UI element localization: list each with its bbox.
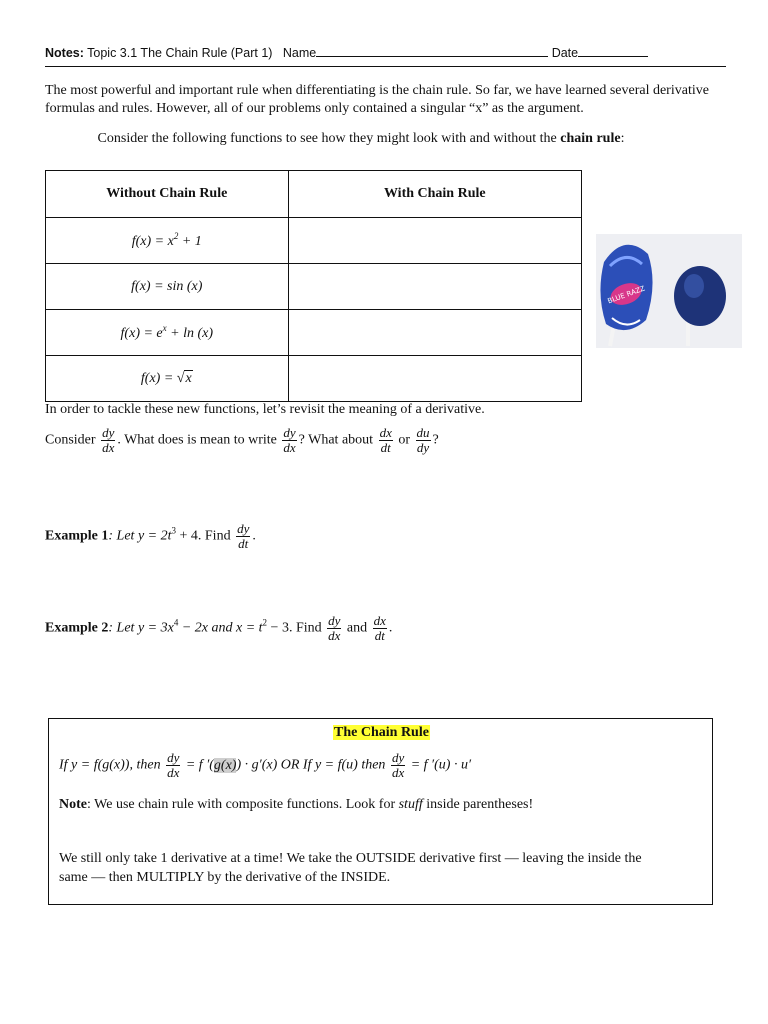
fraction-denominator: dy bbox=[416, 440, 430, 455]
highlighted-inner-function: g(x) bbox=[213, 757, 237, 773]
example-1 bbox=[45, 522, 256, 551]
formula-part-c: ) · g′(x) OR If y = f(u) then bbox=[236, 757, 386, 773]
fraction-dy-dx bbox=[101, 426, 115, 455]
fraction-denominator: dx bbox=[167, 765, 180, 780]
consider-word: Consider bbox=[45, 432, 96, 448]
fraction-dy-dx bbox=[282, 426, 296, 455]
function-lhs: f(x) = bbox=[140, 370, 177, 386]
fraction-numerator: dy bbox=[102, 425, 115, 440]
table-header-row bbox=[46, 171, 582, 218]
function-rhs: + ln (x) bbox=[166, 326, 214, 341]
header-divider bbox=[45, 66, 726, 67]
fraction-dx-dt bbox=[379, 426, 393, 455]
fraction-numerator: dx bbox=[379, 425, 392, 440]
function-cell: f(x) = √x bbox=[46, 356, 289, 402]
chain-rule-title-text: The Chain Rule bbox=[334, 725, 429, 740]
fraction-numerator: dy bbox=[391, 750, 405, 765]
fraction-denominator: dx bbox=[391, 765, 405, 780]
worksheet-header bbox=[45, 46, 725, 60]
fraction-du-dy bbox=[416, 426, 431, 455]
answer-cell[interactable] bbox=[288, 264, 581, 310]
chain-rule-bold: chain rule bbox=[560, 131, 621, 146]
function-comparison-table bbox=[45, 170, 582, 402]
example-2-exponent: 4 bbox=[173, 617, 179, 628]
and-word: and bbox=[346, 620, 368, 636]
fraction-numerator: dy bbox=[167, 750, 180, 765]
period: . bbox=[252, 528, 256, 544]
note-label: Note bbox=[59, 797, 87, 812]
function-rhs: + 1 bbox=[178, 234, 202, 249]
chain-rule-title bbox=[49, 725, 714, 741]
chain-rule-formula bbox=[59, 751, 471, 780]
fraction-dy-dx bbox=[391, 751, 405, 780]
fraction-denominator: dt bbox=[380, 440, 391, 455]
lollipop-illustration bbox=[596, 234, 742, 348]
chain-rule-explanation: We still only take 1 derivative at a time! We take the OUTSIDE derivative first — leaving the inside the same — then MULTIPLY by the derivative of the INSIDE. bbox=[59, 851, 642, 885]
formula-part-a: If y = f(g(x)), then bbox=[59, 757, 161, 773]
example-1-exponent: 3 bbox=[171, 525, 176, 536]
consider-colon: : bbox=[620, 131, 625, 146]
fraction-numerator: dy bbox=[237, 521, 250, 536]
consider-instruction bbox=[45, 131, 677, 147]
answer-cell[interactable] bbox=[288, 310, 581, 356]
or-word: or bbox=[398, 432, 411, 448]
table-row bbox=[46, 310, 582, 356]
name-blank[interactable] bbox=[316, 46, 548, 57]
formula-part-d: = f ′(u) · u′ bbox=[407, 757, 472, 773]
function-cell bbox=[46, 218, 289, 264]
answer-cell[interactable] bbox=[288, 218, 581, 264]
header-with-chain-rule: With Chain Rule bbox=[288, 171, 581, 218]
fraction-numerator: dx bbox=[373, 613, 386, 628]
fraction-denominator: dt bbox=[374, 628, 385, 643]
question-mark: ? bbox=[432, 432, 439, 448]
fraction-numerator: dy bbox=[328, 613, 341, 628]
example-1-equation: : Let y = 2t bbox=[108, 528, 172, 544]
notes-label: Notes: bbox=[45, 46, 84, 60]
fraction-dx-dt bbox=[373, 614, 387, 643]
example-2-exponent-2: 2 bbox=[262, 617, 268, 628]
function-lhs: f(x) = sin (x) bbox=[131, 278, 203, 294]
example-2 bbox=[45, 614, 392, 643]
fraction-numerator: du bbox=[416, 425, 430, 440]
date-blank[interactable] bbox=[578, 46, 648, 57]
answer-cell[interactable] bbox=[288, 356, 581, 402]
note-stuff: stuff bbox=[398, 797, 423, 812]
note-end: inside parentheses! bbox=[422, 797, 534, 812]
function-cell bbox=[46, 310, 289, 356]
fraction-numerator: dy bbox=[283, 425, 296, 440]
table-row bbox=[46, 356, 582, 402]
example-2-label: Example 2 bbox=[45, 620, 109, 636]
function-lhs: f(x) = x bbox=[131, 234, 174, 249]
function-lhs: f(x) = e bbox=[120, 326, 163, 341]
fraction-dy-dt bbox=[236, 522, 250, 551]
function-cell bbox=[46, 264, 289, 310]
fraction-dy-dx bbox=[166, 751, 180, 780]
revisit-derivative-text: In order to tackle these new functions, let’s revisit the meaning of a derivative. bbox=[45, 402, 485, 417]
question-2-text: ? What about bbox=[298, 432, 374, 448]
consider-derivative-line bbox=[45, 426, 439, 455]
note-text: : We use chain rule with composite functions. Look for bbox=[87, 797, 399, 812]
fraction-denominator: dx bbox=[283, 440, 296, 455]
function-exponent: 2 bbox=[173, 231, 179, 241]
example-1-find: + 4. Find bbox=[176, 528, 231, 544]
sqrt-argument: x bbox=[185, 370, 192, 386]
table-row bbox=[46, 264, 582, 310]
fraction-dy-dx bbox=[327, 614, 341, 643]
chain-rule-note bbox=[59, 797, 533, 813]
example-1-label: Example 1 bbox=[45, 528, 109, 544]
name-label: Name bbox=[282, 46, 317, 60]
function-exponent: x bbox=[162, 323, 167, 333]
fraction-denominator: dx bbox=[102, 440, 115, 455]
fraction-denominator: dx bbox=[328, 628, 341, 643]
chain-rule-box bbox=[48, 718, 713, 905]
lollipop-image bbox=[596, 234, 742, 348]
fraction-denominator: dt bbox=[238, 536, 249, 551]
period: . bbox=[388, 620, 393, 636]
question-1-text: . What does is mean to write bbox=[117, 432, 277, 448]
example-2-find: − 3. Find bbox=[267, 620, 322, 636]
consider-text: Consider the following functions to see how they might look with and without the bbox=[97, 131, 561, 146]
example-2-equation-2: − 2x and x = t bbox=[178, 620, 263, 636]
formula-part-b: = f ′( bbox=[182, 757, 214, 773]
intro-paragraph: The most powerful and important rule when differentiating is the chain rule. So far, we have learned several derivative formulas and rules. However, all of our problems only contained a singular “x” as the argument. bbox=[45, 83, 709, 116]
example-2-equation: : Let y = 3x bbox=[108, 620, 174, 636]
date-label: Date bbox=[551, 46, 579, 60]
table-row bbox=[46, 218, 582, 264]
header-without-chain-rule: Without Chain Rule bbox=[46, 171, 289, 218]
topic-title: Topic 3.1 The Chain Rule (Part 1) bbox=[87, 46, 273, 60]
wrapper-text: BLUE RAZZ bbox=[606, 284, 647, 306]
